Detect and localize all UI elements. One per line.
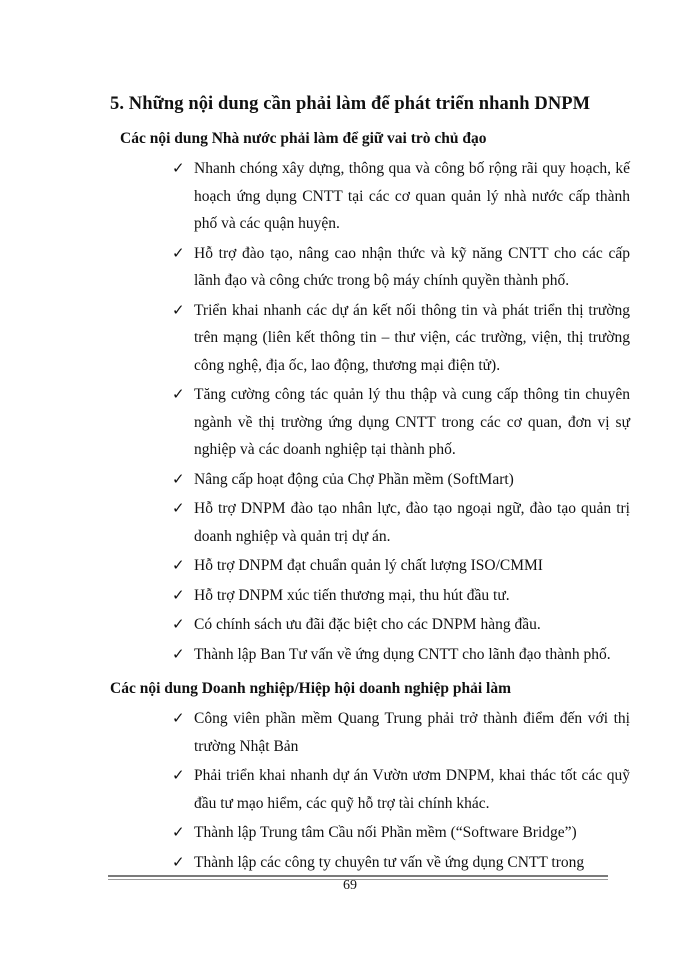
state-task-list xyxy=(0,155,700,670)
checkmark-icon: ✓ xyxy=(172,469,185,488)
list-item xyxy=(0,611,700,639)
list-item-text: Hỗ trợ đào tạo, nâng cao nhận thức và kỹ năng CNTT cho các cấp lãnh đạo và công chức trong bộ máy chính quyền thành phố. xyxy=(194,244,630,289)
checkmark-icon: ✓ xyxy=(172,499,185,517)
subsection-heading-business: Các nội dung Doanh nghiệp/Hiệp hội doanh nghiệp phải làm xyxy=(110,680,511,697)
list-item-text: Có chính sách ưu đãi đặc biệt cho các DNPM hàng đầu. xyxy=(194,616,541,633)
list-item-text: Tăng cường công tác quản lý thu thập và cung cấp thông tin chuyên ngành về thị trường ứng dụng CNTT trong các cơ quan, đơn vị sự nghiệp và các doanh nghiệp tại thành phố. xyxy=(194,386,630,458)
checkmark-icon: ✓ xyxy=(172,243,185,262)
list-item xyxy=(0,381,700,464)
list-item-text: Nhanh chóng xây dựng, thông qua và công bố rộng rãi quy hoạch, kế hoạch ứng dụng CNTT tại các cơ quan quản lý nhà nước cấp thành phố và các quận huyện. xyxy=(194,160,630,232)
list-item-text: Thành lập các công ty chuyên tư vấn về ứng dụng CNTT trong xyxy=(194,853,585,871)
list-item xyxy=(0,582,700,610)
checkmark-icon: ✓ xyxy=(172,159,185,177)
checkmark-icon: ✓ xyxy=(172,644,185,663)
list-item xyxy=(0,297,700,380)
list-item xyxy=(0,552,700,580)
checkmark-icon: ✓ xyxy=(172,766,185,784)
list-item xyxy=(0,495,700,550)
list-item xyxy=(0,762,700,817)
business-task-list xyxy=(0,705,700,878)
checkmark-icon: ✓ xyxy=(172,556,185,574)
list-item xyxy=(0,705,700,760)
list-item-text: Công viên phần mềm Quang Trung phải trở thành điểm đến với thị trường Nhật Bản xyxy=(194,710,630,755)
list-item xyxy=(0,155,700,238)
checkmark-icon: ✓ xyxy=(172,585,185,604)
checkmark-icon: ✓ xyxy=(172,709,185,727)
footer-rule xyxy=(108,875,608,877)
list-item-text: Thành lập Trung tâm Cầu nối Phần mềm (“Software Bridge”) xyxy=(194,824,577,841)
list-item-text: Triển khai nhanh các dự án kết nối thông tin và phát triển thị trường trên mạng (liên kết thông tin – thư viện, các trường, viện, thị trường công nghệ, địa ốc, lao động, thương mại điện tử). xyxy=(194,301,630,374)
subsection-heading-state: Các nội dung Nhà nước phải làm để giữ vai trò chủ đạo xyxy=(120,130,487,147)
list-item-text: Hỗ trợ DNPM đạt chuẩn quản lý chất lượng ISO/CMMI xyxy=(194,557,543,574)
list-item xyxy=(0,849,700,877)
list-item-text: Nâng cấp hoạt động của Chợ Phần mềm (SoftMart) xyxy=(194,470,514,488)
list-item xyxy=(0,819,700,847)
checkmark-icon: ✓ xyxy=(172,852,185,871)
checkmark-icon: ✓ xyxy=(172,385,185,403)
section-title: 5. Những nội dung cần phải làm để phát triển nhanh DNPM xyxy=(110,94,591,114)
list-item-text: Thành lập Ban Tư vấn về ứng dụng CNTT cho lãnh đạo thành phố. xyxy=(194,645,611,663)
list-item-text: Phải triển khai nhanh dự án Vườn ươm DNPM, khai thác tốt các quỹ đầu tư mạo hiểm, các quỹ hỗ trợ tài chính khác. xyxy=(194,767,630,812)
list-item xyxy=(0,641,700,669)
checkmark-icon: ✓ xyxy=(172,615,185,633)
page-number: 69 xyxy=(343,878,357,893)
list-item xyxy=(0,466,700,494)
list-item-text: Hỗ trợ DNPM đào tạo nhân lực, đào tạo ngoại ngữ, đào tạo quản trị doanh nghiệp và quản trị dự án. xyxy=(194,500,630,545)
checkmark-icon: ✓ xyxy=(172,823,185,841)
checkmark-icon: ✓ xyxy=(172,300,185,319)
list-item xyxy=(0,240,700,295)
list-item-text: Hỗ trợ DNPM xúc tiến thương mại, thu hút đầu tư. xyxy=(194,586,510,604)
